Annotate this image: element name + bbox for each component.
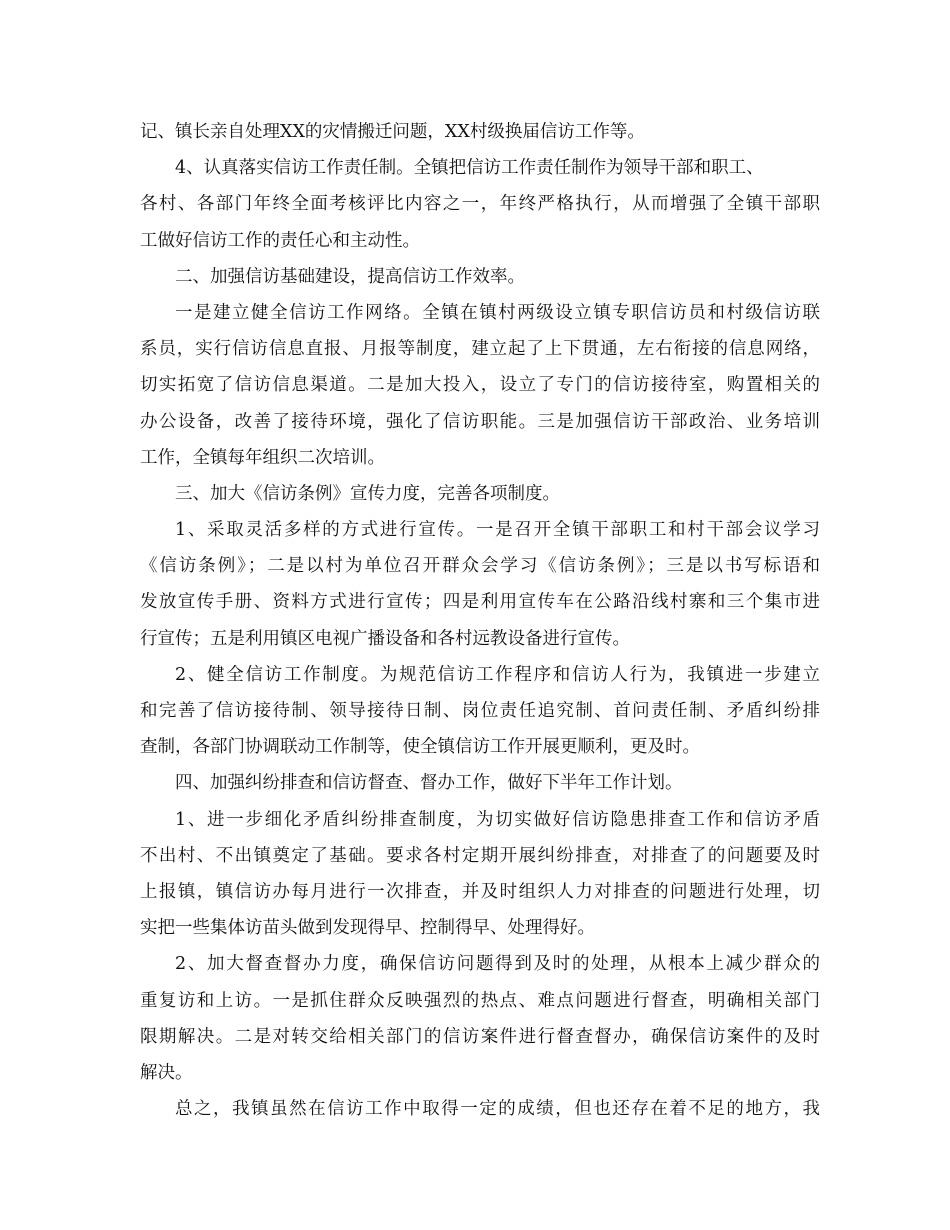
text-line: 重复访和上访。一是抓住群众反映强烈的热点、难点问题进行督查，明确相关部门 xyxy=(140,990,820,1011)
text-line: 限期解决。二是对转交给相关部门的信访案件进行督查督办，确保信访案件的及时 xyxy=(140,1026,820,1047)
text-line: 实把一些集体访苗头做到发现得早、控制得早、处理得好。 xyxy=(140,918,595,939)
text-line: 二、加强信访基础建设，提高信访工作效率。 xyxy=(175,266,525,287)
text-line: 一是建立健全信访工作网络。全镇在镇村两级设立镇专职信访员和村级信访联 xyxy=(175,302,820,323)
text-line: 发放宣传手册、资料方式进行宣传；四是利用宣传车在公路沿线村寨和三个集市进 xyxy=(140,592,820,613)
text-line: 工作，全镇每年组织二次培训。 xyxy=(140,447,385,468)
text-line: 办公设备，改善了接待环境，强化了信访职能。三是加强信访干部政治、业务培训 xyxy=(140,411,820,432)
text-line: 1、采取灵活多样的方式进行宣传。一是召开全镇干部职工和村干部会议学习 xyxy=(175,520,820,541)
text-line: 各村、各部门年终全面考核评比内容之一，年终严格执行，从而增强了全镇干部职 xyxy=(140,194,820,215)
text-line: 2、加大督查督办力度，确保信访问题得到及时的处理，从根本上减少群众的 xyxy=(175,954,820,975)
text-line: 2、健全信访工作制度。为规范信访工作程序和信访人行为，我镇进一步建立 xyxy=(175,664,820,685)
text-line: 系员，实行信访信息直报、月报等制度，建立起了上下贯通，左右衔接的信息网络， xyxy=(140,339,820,360)
text-line: 解决。 xyxy=(140,1062,193,1083)
text-line: 四、加强纠纷排查和信访督查、督办工作，做好下半年工作计划。 xyxy=(175,773,683,794)
text-line: 查制，各部门协调联动工作制等，使全镇信访工作开展更顺利，更及时。 xyxy=(140,737,700,758)
document-page xyxy=(140,114,820,1127)
text-line: 《信访条例》；二是以村为单位召开群众会学习《信访条例》；三是以书写标语和 xyxy=(140,556,820,577)
text-line: 行宣传；五是利用镇区电视广播设备和各村远教设备进行宣传。 xyxy=(140,628,630,649)
text-line: 4、认真落实信访工作责任制。全镇把信访工作责任制作为领导干部和职工、 xyxy=(175,158,764,179)
text-line: 工做好信访工作的责任心和主动性。 xyxy=(140,230,420,251)
text-line: 不出村、不出镇奠定了基础。要求各村定期开展纠纷排查，对排查了的问题要及时 xyxy=(140,845,820,866)
text-line: 1、进一步细化矛盾纠纷排查制度，为切实做好信访隐患排查工作和信访矛盾 xyxy=(175,809,820,830)
text-line: 三、加大《信访条例》宣传力度，完善各项制度。 xyxy=(175,483,560,504)
text-line: 切实拓宽了信访信息渠道。二是加大投入，设立了专门的信访接待室，购置相关的 xyxy=(140,375,820,396)
text-line: 记、镇长亲自处理XX的灾情搬迁问题，XX村级换届信访工作等。 xyxy=(140,122,645,142)
text-line: 和完善了信访接待制、领导接待日制、岗位责任追究制、首问责任制、矛盾纠纷排 xyxy=(140,701,820,721)
text-line: 总之，我镇虽然在信访工作中取得一定的成绩，但也还存在着不足的地方，我 xyxy=(175,1099,820,1120)
text-line: 上报镇，镇信访办每月进行一次排查，并及时组织人力对排查的问题进行处理，切 xyxy=(140,881,820,902)
